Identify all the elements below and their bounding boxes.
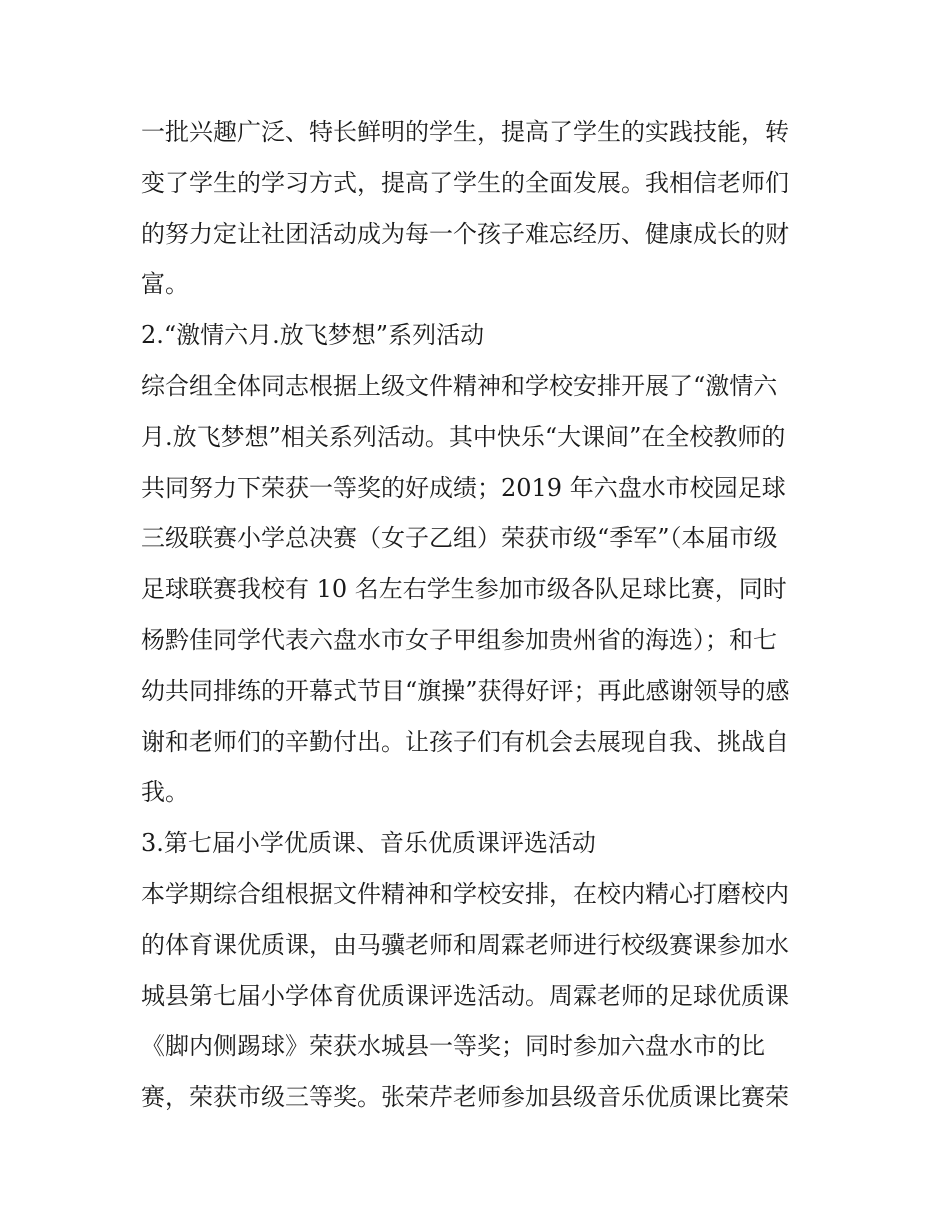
section-heading: 3.第七届小学优质课、音乐优质课评选活动: [141, 829, 596, 858]
paragraph-line: 富。: [141, 270, 189, 299]
paragraph-line: 杨黔佳同学代表六盘水市女子甲组参加贵州省的海选）；和七: [141, 625, 777, 654]
paragraph-line: 谢和老师们的辛勤付出。让孩子们有机会去展现自我、挑战自: [141, 727, 789, 756]
paragraph-line: 的体育课优质课，由马骥老师和周霖老师进行校级赛课参加水: [141, 930, 789, 959]
paragraph-line: 月.放飞梦想”相关系列活动。其中快乐“大课间”在全校教师的: [141, 422, 786, 451]
paragraph-line: 《脚内侧踢球》荣获水城县一等奖；同时参加六盘水市的比: [141, 1032, 765, 1061]
paragraph-line: 一批兴趣广泛、特长鲜明的学生，提高了学生的实践技能，转: [141, 118, 789, 146]
paragraph-line: 我。: [141, 778, 189, 807]
section-heading: 2.“激情六月.放飞梦想”系列活动: [141, 321, 485, 350]
paragraph-line: 本学期综合组根据文件精神和学校安排，在校内精心打磨校内: [141, 879, 789, 908]
paragraph-line: 变了学生的学习方式，提高了学生的全面发展。我相信老师们: [141, 168, 789, 197]
paragraph-line: 综合组全体同志根据上级文件精神和学校安排开展了“激情六: [141, 371, 778, 400]
paragraph-line: 幼共同排练的开幕式节目“旗操”获得好评；再此感谢领导的感: [141, 676, 790, 705]
paragraph-line: 共同努力下荣获一等奖的好成绩；2019 年六盘水市校园足球: [141, 473, 786, 502]
paragraph-line: 三级联赛小学总决赛（女子乙组）荣获市级“季军”（本届市级: [141, 524, 778, 553]
paragraph-line: 足球联赛我校有 10 名左右学生参加市级各队足球比赛，同时: [141, 575, 787, 604]
paragraph-line: 城县第七届小学体育优质课评选活动。周霖老师的足球优质课: [141, 981, 789, 1010]
paragraph-line: 的努力定让社团活动成为每一个孩子难忘经历、健康成长的财: [141, 219, 789, 248]
paragraph-line: 赛，荣获市级三等奖。张荣芹老师参加县级音乐优质课比赛荣: [141, 1083, 789, 1112]
document-body: [141, 107, 821, 1123]
